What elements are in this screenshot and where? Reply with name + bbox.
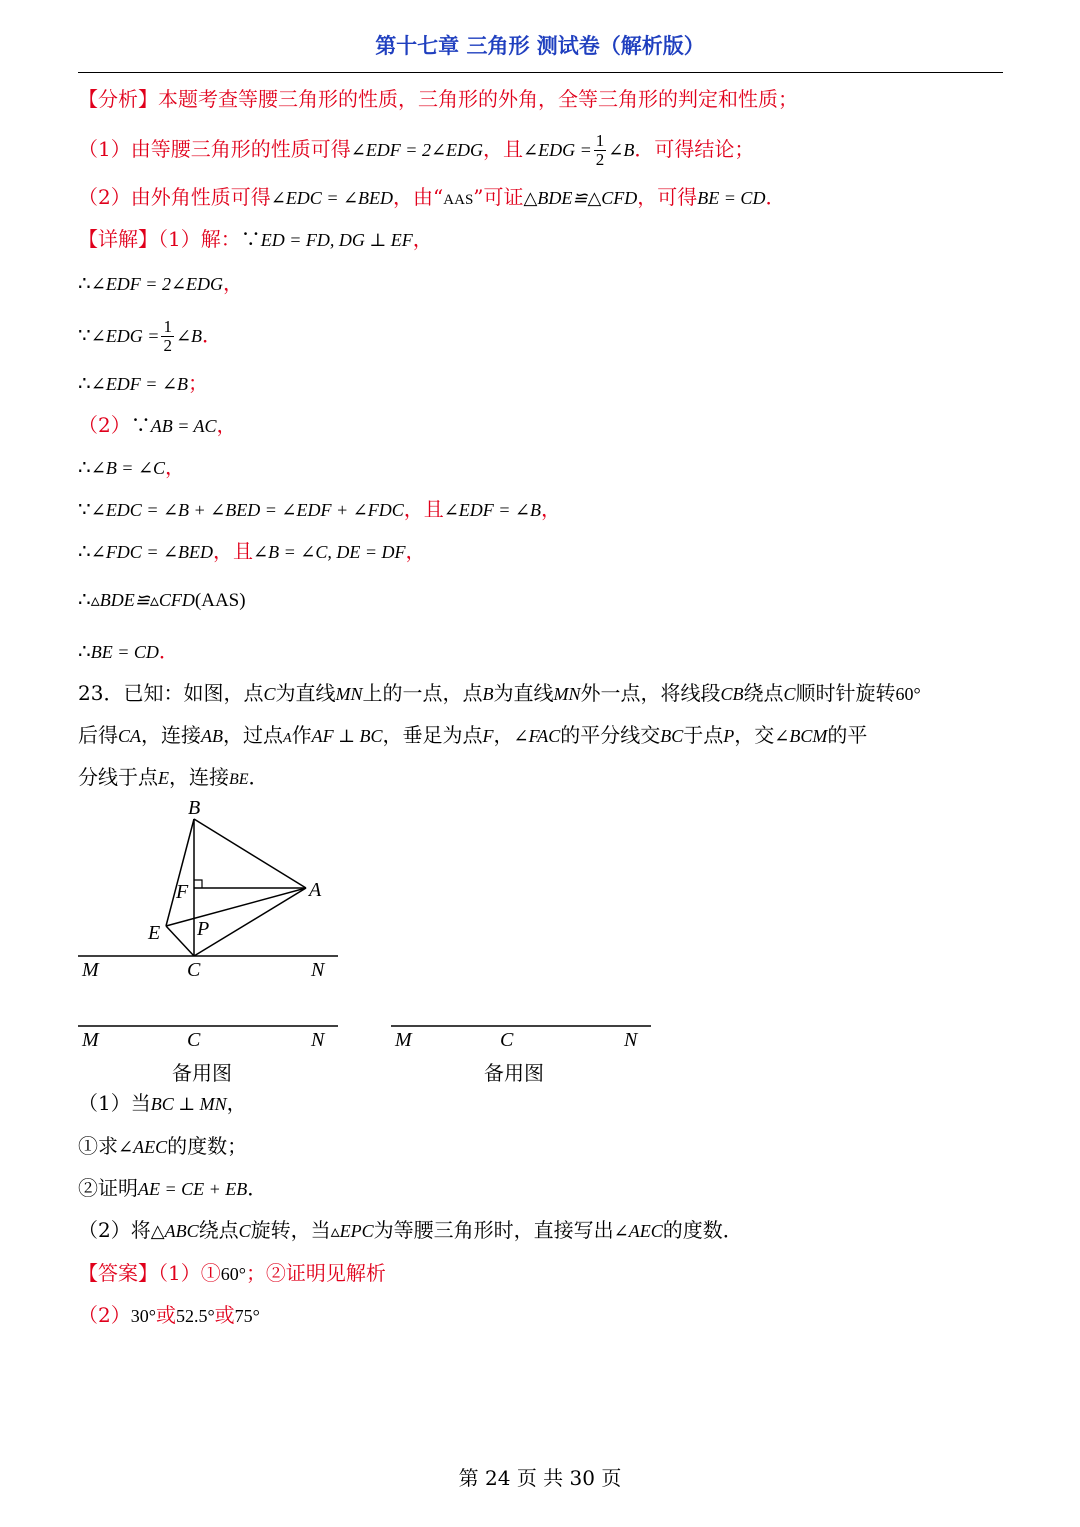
analysis-tag: 【分析】 <box>78 87 158 111</box>
spare1-label-c: C <box>187 1029 201 1051</box>
detail-line-1: 【详解】（1）解：∵ED = FD, DG ⊥ EF， <box>78 227 433 251</box>
analysis-point-1: （1）由等腰三角形的性质可得∠EDF = 2∠EDG，且∠EDG = $\frac{1}{2}$ ∠B．可得结论； <box>78 131 755 169</box>
detail-line-2: ∴∠EDF = 2∠EDG， <box>78 271 244 295</box>
geometry-figure <box>70 795 360 990</box>
detail-line-6: ∴∠B = ∠C， <box>78 455 186 479</box>
page-header-title: 第十七章 三角形 测试卷（解析版） <box>375 34 705 58</box>
answer-line-2: （2）30°或52.5°或75° <box>78 1303 260 1327</box>
spare2-label-c: C <box>500 1029 514 1051</box>
question-1-ii: ②证明AE = CE + EB． <box>78 1176 268 1200</box>
analysis-intro: 【分析】本题考查等腰三角形的性质，三角形的外角，全等三角形的判定和性质； <box>78 87 798 111</box>
detail-line-8: ∴∠FDC = ∠BED，且∠B = ∠C, DE = DF， <box>78 539 426 563</box>
spare2-label-n: N <box>624 1029 638 1051</box>
label-e: E <box>148 922 161 944</box>
problem-line-1: 23．已知：如图，点C为直线MN上的一点，点B为直线MN外一点，将线段CB绕点C顺时针旋转60° <box>78 681 921 705</box>
answer-line-1: 【答案】（1）①60°；②证明见解析 <box>78 1261 386 1285</box>
fraction-one-half: $\frac{1}{2}$ <box>595 131 605 169</box>
label-p: P <box>197 918 210 940</box>
page-footer: 第 24 页 共 30 页 <box>458 1466 622 1490</box>
detail-line-10: ∴BE = CD． <box>78 639 179 663</box>
segment-ec <box>166 926 194 956</box>
spare2-caption: 备用图 <box>484 1061 544 1085</box>
label-c: C <box>187 959 201 981</box>
problem-line-3: 分线于点E，连接BE． <box>78 765 269 789</box>
label-f: F <box>176 881 189 903</box>
right-angle-mark <box>194 880 202 888</box>
detail-tag: 【详解】 <box>78 227 158 251</box>
fraction-one-half-detail: $\frac{1}{2}$ <box>163 317 172 355</box>
problem-line-2: 后得CA，连接AB，过点A作AF ⊥ BC，垂足为点F，∠FAC的平分线交BC于点P，交∠BCM的平 <box>78 723 868 747</box>
segment-be <box>166 819 194 926</box>
header-rule <box>78 72 1003 73</box>
question-2: （2）将△ABC绕点C旋转，当▵EPC为等腰三角形时，直接写出∠AEC的度数． <box>78 1218 743 1242</box>
detail-line-5: （2）∵AB = AC， <box>78 413 237 437</box>
label-a: A <box>309 879 322 901</box>
label-b: B <box>188 797 201 819</box>
spare2-label-m: M <box>395 1029 412 1051</box>
detail-line-3: ∵∠EDG = $\frac{1}{2}$ ∠B． <box>78 317 223 355</box>
spare1-caption: 备用图 <box>172 1061 232 1085</box>
detail-line-9: ∴▵BDE≌▵CFD(AAS) <box>78 587 246 611</box>
question-1: （1）当BC ⊥ MN， <box>78 1091 247 1115</box>
segment-ba <box>194 819 306 888</box>
label-n: N <box>311 959 325 981</box>
spare-figure-2 <box>383 1015 673 1055</box>
detail-line-4: ∴∠EDF = ∠B； <box>78 371 209 395</box>
spare1-label-n: N <box>311 1029 325 1051</box>
segment-ca <box>194 888 306 956</box>
detail-line-7: ∵∠EDC = ∠B + ∠BED = ∠EDF + ∠FDC，且∠EDF = ∠B， <box>78 497 562 521</box>
question-1-i: ①求∠AEC的度数； <box>78 1134 248 1158</box>
label-m: M <box>82 959 99 981</box>
spare1-label-m: M <box>82 1029 99 1051</box>
answer-tag: 【答案】 <box>78 1261 158 1285</box>
spare-figure-1 <box>70 1015 360 1055</box>
analysis-point-2: （2）由外角性质可得∠EDC = ∠BED，由“AAS”可证△BDE≌△CFD，可得BE = CD． <box>78 185 786 209</box>
